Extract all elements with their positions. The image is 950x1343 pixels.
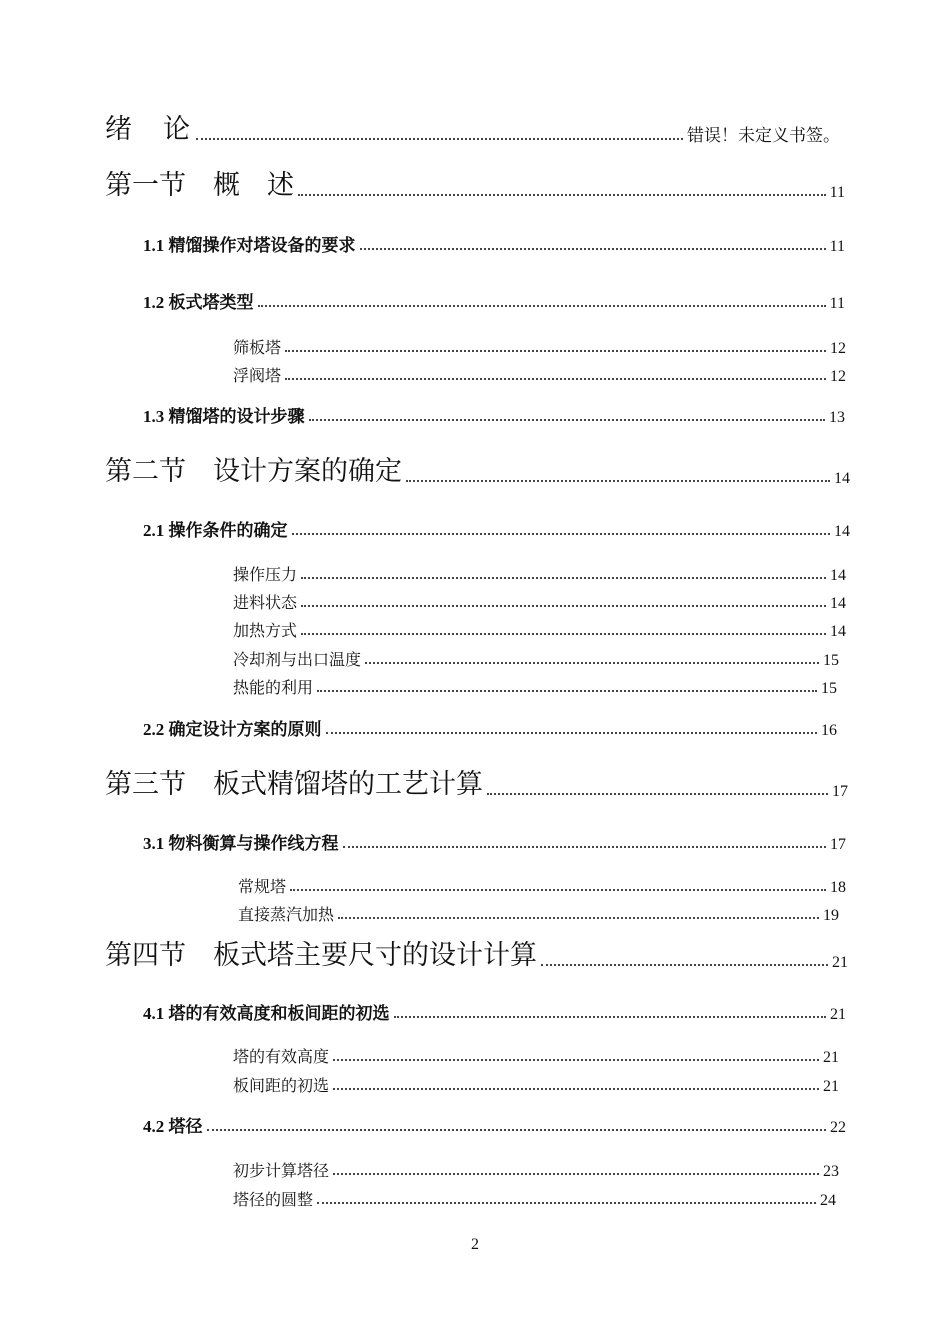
toc-entry-2-1-4[interactable]: [233, 646, 839, 670]
page-number: 2: [471, 1236, 479, 1253]
toc-leader: [326, 731, 818, 734]
toc-title: 筛板塔: [233, 338, 282, 357]
toc-leader: [301, 632, 826, 635]
toc-entry-section-1[interactable]: [105, 162, 845, 202]
toc-page: 12: [830, 368, 846, 385]
toc-page: 15: [821, 680, 837, 697]
toc-page: 11: [829, 295, 845, 312]
toc-leader: [317, 1201, 816, 1204]
toc-title: 绪 论: [105, 114, 192, 145]
toc-leader: [290, 888, 826, 891]
toc-entry-2-1[interactable]: [143, 515, 850, 541]
toc-title: 初步计算塔径: [233, 1161, 330, 1180]
toc-entry-4-2[interactable]: [143, 1111, 846, 1137]
toc-page: 12: [830, 340, 846, 357]
toc-entry-3-1[interactable]: [143, 828, 846, 854]
toc-entry-2-2[interactable]: [143, 714, 837, 740]
toc-title: 常规塔: [238, 877, 287, 896]
toc-page: 14: [830, 595, 846, 612]
toc-title: 热能的利用: [233, 678, 314, 697]
toc-leader: [343, 845, 827, 848]
toc-entry-1-2[interactable]: [143, 287, 845, 313]
toc-title: 塔的有效高度: [233, 1047, 330, 1066]
toc-entry-4-2-1[interactable]: [233, 1157, 839, 1181]
toc-leader: [298, 193, 826, 196]
toc-page: 21: [823, 1049, 839, 1066]
toc-entry-2-1-2[interactable]: [233, 589, 846, 613]
toc-leader: [196, 137, 683, 140]
toc-page: 11: [829, 238, 845, 255]
toc-page: 21: [830, 1006, 846, 1023]
toc-leader: [406, 479, 830, 482]
toc-page: 22: [830, 1119, 846, 1136]
toc-title: 4.2 塔径: [143, 1117, 203, 1136]
toc-entry-3-1-1[interactable]: [238, 873, 846, 897]
toc-title: 板间距的初选: [233, 1076, 330, 1095]
toc-page: 16: [821, 722, 837, 739]
toc-title: 2.2 确定设计方案的原则: [143, 720, 322, 739]
toc-title: 1.1 精馏操作对塔设备的要求: [143, 236, 356, 255]
toc-page: 23: [823, 1163, 839, 1180]
toc-leader: [285, 349, 826, 352]
toc-page: 14: [830, 567, 846, 584]
toc-title: 加热方式: [233, 621, 298, 640]
toc-title: 3.1 物料衡算与操作线方程: [143, 834, 339, 853]
toc-leader: [333, 1058, 819, 1061]
toc-leader: [292, 532, 831, 535]
toc-page: 14: [834, 470, 850, 487]
toc-title: 进料状态: [233, 593, 298, 612]
toc-title: 操作压力: [233, 565, 298, 584]
toc-leader: [301, 604, 826, 607]
toc-entry-section-2[interactable]: [105, 448, 850, 488]
toc-page: 17: [830, 836, 846, 853]
toc-entry-2-1-5[interactable]: [233, 674, 837, 698]
toc-leader: [333, 1087, 819, 1090]
toc-entry-intro[interactable]: [105, 108, 840, 146]
toc-page: 11: [829, 184, 845, 201]
toc-leader: [338, 916, 819, 919]
toc-entry-1-3[interactable]: [143, 401, 845, 427]
toc-entry-4-1-2[interactable]: [233, 1072, 839, 1096]
toc-page: 21: [823, 1078, 839, 1095]
toc-title: 塔径的圆整: [233, 1190, 314, 1209]
toc-title: 第二节 设计方案的确定: [105, 456, 402, 487]
toc-leader: [333, 1172, 819, 1175]
toc-leader: [365, 661, 819, 664]
toc-entry-2-1-3[interactable]: [233, 617, 846, 641]
toc-page: 14: [834, 523, 850, 540]
toc-leader: [258, 304, 826, 307]
toc-entry-section-3[interactable]: [105, 761, 848, 801]
toc-entry-4-2-2[interactable]: [233, 1186, 836, 1210]
toc-page: 15: [823, 652, 839, 669]
toc-title: 4.1 塔的有效高度和板间距的初选: [143, 1004, 390, 1023]
toc-page: 错误！未定义书签。: [687, 126, 840, 146]
toc-page: 21: [832, 954, 848, 971]
toc-entry-1-1[interactable]: [143, 230, 845, 256]
toc-title: 直接蒸汽加热: [238, 905, 335, 924]
toc-entry-4-1-1[interactable]: [233, 1043, 839, 1067]
toc-leader: [317, 689, 817, 692]
toc-leader: [360, 247, 826, 250]
toc-title: 1.2 板式塔类型: [143, 293, 254, 312]
toc-entry-3-1-2[interactable]: [238, 901, 839, 925]
toc-entry-1-2-1[interactable]: [233, 334, 846, 358]
toc-leader: [309, 418, 826, 421]
toc-entry-4-1[interactable]: [143, 998, 846, 1024]
toc-leader: [487, 792, 828, 795]
toc-title: 冷却剂与出口温度: [233, 650, 362, 669]
toc-title: 1.3 精馏塔的设计步骤: [143, 407, 305, 426]
toc-page: 18: [830, 879, 846, 896]
toc-entry-section-4[interactable]: [105, 932, 848, 972]
toc-page: 14: [830, 623, 846, 640]
toc-leader: [207, 1128, 827, 1131]
toc-entry-2-1-1[interactable]: [233, 561, 846, 585]
toc-title: 第一节 概 述: [105, 170, 294, 201]
toc-title: 浮阀塔: [233, 366, 282, 385]
toc-title: 第四节 板式塔主要尺寸的设计计算: [105, 940, 537, 971]
toc-leader: [541, 963, 828, 966]
toc-page: 13: [829, 409, 845, 426]
toc-leader: [285, 377, 826, 380]
toc-title: 2.1 操作条件的确定: [143, 521, 288, 540]
toc-page: 19: [823, 907, 839, 924]
toc-leader: [301, 576, 826, 579]
toc-title: 第三节 板式精馏塔的工艺计算: [105, 769, 483, 800]
toc-page: 17: [832, 783, 848, 800]
toc-page: 24: [820, 1192, 836, 1209]
toc-entry-1-2-2[interactable]: [233, 362, 846, 386]
toc-leader: [394, 1015, 827, 1018]
